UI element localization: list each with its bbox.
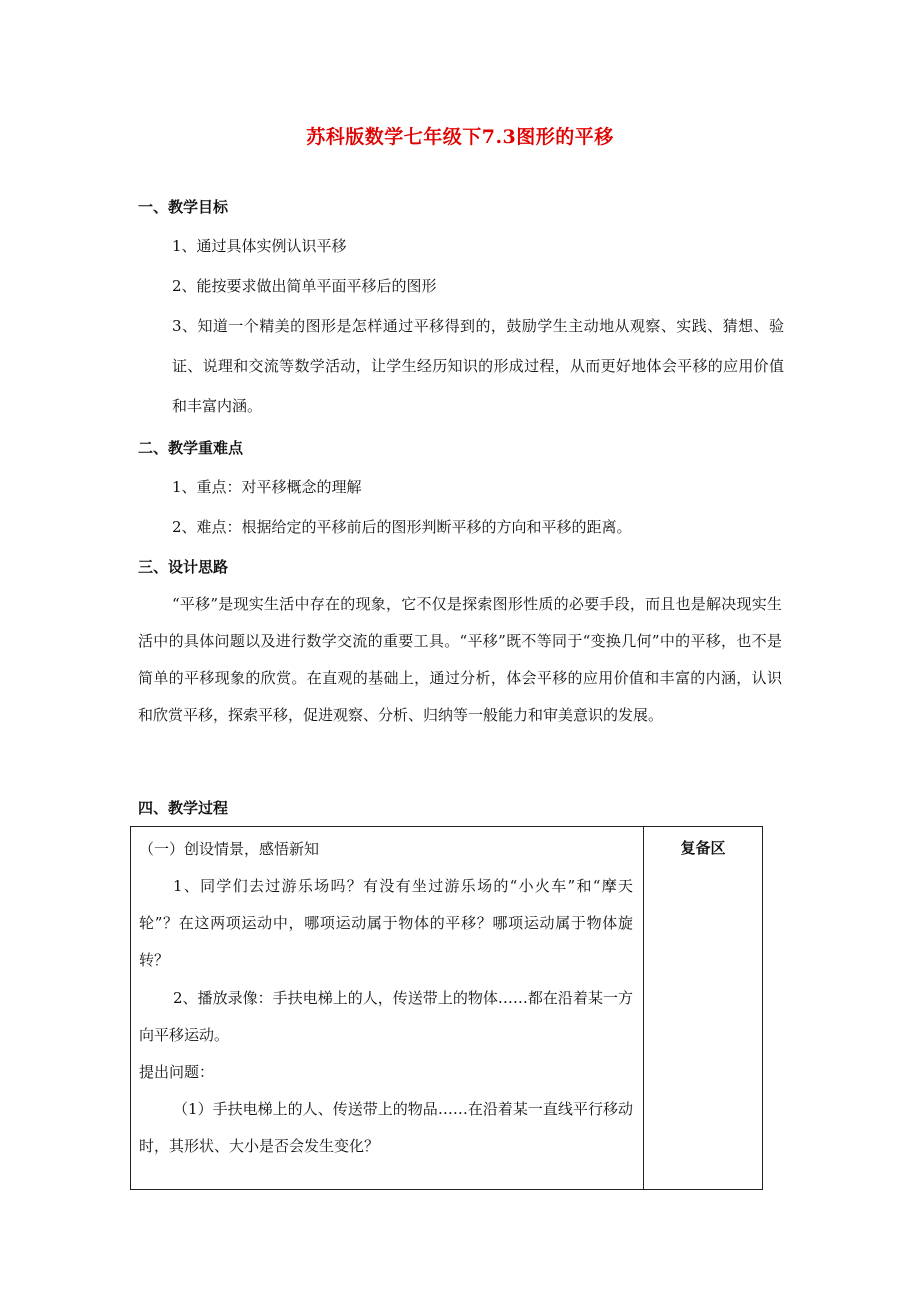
heading-key-difficult-points: 二、教学重难点 xyxy=(138,439,244,457)
goal-item-1: 1、通过具体实例认识平移 xyxy=(172,237,347,255)
goal-item-3: 3、知道一个精美的图形是怎样通过平移得到的，鼓励学生主动地从观察、实践、猜想、验证、说理和交流等数学活动，让学生经历知识的形成过程，从而更好地体会平移的应用价值和丰富内涵。 xyxy=(172,317,784,415)
process-line-video: 2、播放录像：手扶电梯上的人，传送带上的物体……都在沿着某一方向平移运动。 xyxy=(139,989,633,1044)
teaching-process-table xyxy=(130,826,763,1190)
review-area-cell xyxy=(644,827,763,1190)
heading-teaching-process: 四、教学过程 xyxy=(138,799,229,817)
heading-design-ideas: 三、设计思路 xyxy=(138,558,229,576)
process-line-question-1: 1、同学们去过游乐场吗？有没有坐过游乐场的“小火车”和“摩天轮”？在这两项运动中，哪项运动属于物体的平移？哪项运动属于物体旋转？ xyxy=(139,877,633,969)
process-line-scenario: （一）创设情景，感悟新知 xyxy=(139,840,320,858)
process-line-sub-question-1: （1）手扶电梯上的人、传送带上的物品……在沿着某一直线平行移动时，其形状、大小是否会发生变化？ xyxy=(139,1100,633,1155)
document-title: 苏科版数学七年级下7.3图形的平移 xyxy=(306,126,614,148)
review-area-label: 复备区 xyxy=(680,839,726,857)
process-line-ask: 提出问题： xyxy=(139,1063,215,1081)
process-content-cell xyxy=(131,827,644,1190)
goal-item-2: 2、能按要求做出简单平面平移后的图形 xyxy=(172,277,437,295)
keypoint-item-2: 2、难点：根据给定的平移前后的图形判断平移的方向和平移的距离。 xyxy=(172,518,632,536)
heading-teaching-goals: 一、教学目标 xyxy=(138,198,229,216)
design-paragraph: “平移”是现实生活中存在的现象，它不仅是探索图形性质的必要手段，而且也是解决现实生活中的具体问题以及进行数学交流的重要工具。“平移”既不等同于“变换几何”中的平移，也不是简单的平移现象的欣赏。在直观的基础上，通过分析，体会平移的应用价值和丰富的内涵，认识和欣赏平移，探索平移，促进观察、分析、归纳等一般能力和审美意识的发展。 xyxy=(138,595,782,724)
keypoint-item-1: 1、重点：对平移概念的理解 xyxy=(172,478,362,496)
